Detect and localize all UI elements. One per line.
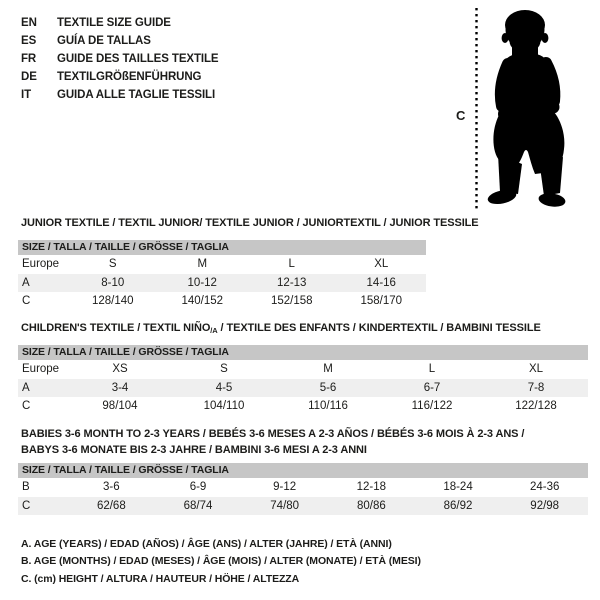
table-row-europe <box>18 360 588 379</box>
age-cell: 24-36 <box>529 481 560 493</box>
height-cell: 80/86 <box>356 499 386 512</box>
age-cell: 4-5 <box>215 381 233 394</box>
age-cell: 5-6 <box>319 381 337 394</box>
size-cell: M <box>197 258 208 270</box>
height-cell: 74/80 <box>270 499 300 512</box>
size-header-bar: SIZE / TALLA / TAILLE / GRÖSSE / TAGLIA <box>18 463 588 478</box>
children-title-post: / TEXTILE DES ENFANTS / KINDERTEXTIL / BAMBINI TESSILE <box>217 322 541 334</box>
age-cell: 18-24 <box>443 481 473 493</box>
row-label: C <box>22 400 31 412</box>
row-label: C <box>22 295 31 307</box>
guide-title-es: GUÍA DE TALLAS <box>57 35 151 47</box>
row-label: C <box>22 499 31 512</box>
legend-line-c: C. (cm) HEIGHT / ALTURA / HAUTEUR / HÖHE / ALTEZZA <box>21 572 300 585</box>
height-cell: 92/98 <box>530 499 560 512</box>
age-cell: 14-16 <box>366 276 396 289</box>
babies-size-table <box>18 463 588 515</box>
size-cell: S <box>108 258 117 270</box>
language-row <box>21 14 219 32</box>
table-row-europe <box>18 255 426 274</box>
baby-height-figure <box>440 0 600 220</box>
age-cell: 6-9 <box>189 481 207 493</box>
size-cell: XL <box>528 363 544 375</box>
baby-silhouette-icon <box>486 10 566 208</box>
language-row <box>21 86 219 104</box>
size-cell: M <box>323 363 333 375</box>
junior-size-table <box>18 240 426 311</box>
children-title-pre: CHILDREN'S TEXTILE / TEXTIL NIÑO <box>21 322 211 334</box>
age-cell: 8-10 <box>101 276 125 289</box>
height-cell: 86/92 <box>443 499 473 512</box>
babies-title-line1: BABIES 3-6 MONTH TO 2-3 YEARS / BEBÉS 3-6 MESES A 2-3 AÑOS / BÉBÉS 3-6 MOIS À 2-3 ANS / <box>21 428 525 440</box>
language-code: EN <box>21 17 37 29</box>
age-cell: 9-12 <box>273 481 297 493</box>
height-cell: 116/122 <box>411 400 453 412</box>
legend-line-a: A. AGE (YEARS) / EDAD (AÑOS) / ÂGE (ANS) / ALTER (JAHRE) / ETÀ (ANNI) <box>21 538 392 550</box>
height-label: C <box>456 108 466 123</box>
babies-title-line2: BABYS 3-6 MONATE BIS 2-3 JAHRE / BAMBINI 3-6 MESI A 2-3 ANNI <box>21 443 367 456</box>
table-row-height-cm <box>18 292 426 311</box>
size-header-bar: SIZE / TALLA / TAILLE / GRÖSSE / TAGLIA <box>18 345 588 360</box>
height-cell: 68/74 <box>183 499 213 512</box>
guide-title-fr: GUIDE DES TAILLES TEXTILE <box>57 53 219 65</box>
babies-table-title <box>21 427 581 458</box>
guide-title-it: GUIDA ALLE TAGLIE TESSILI <box>57 89 216 101</box>
legend-line-b: B. AGE (MONTHS) / EDAD (MESES) / ÂGE (MOIS) / ALTER (MONATE) / ETÀ (MESI) <box>21 555 421 568</box>
height-cell: 62/68 <box>96 499 126 512</box>
language-row <box>21 68 219 86</box>
size-cell: S <box>220 363 228 375</box>
guide-title-de: TEXTILGRÖßENFÜHRUNG <box>57 71 202 83</box>
size-cell: XS <box>112 363 128 375</box>
language-row <box>21 50 219 68</box>
age-cell: 3-4 <box>111 381 129 394</box>
language-title-block <box>21 14 219 104</box>
row-label: A <box>22 276 30 289</box>
size-cell: L <box>288 258 295 270</box>
height-cell: 104/110 <box>203 400 245 412</box>
size-header-bar: SIZE / TALLA / TAILLE / GRÖSSE / TAGLIA <box>18 240 426 255</box>
table-row-height-cm <box>18 497 588 516</box>
row-label: Europe <box>22 363 60 375</box>
row-label: Europe <box>22 258 60 270</box>
height-cell: 140/152 <box>181 295 224 307</box>
height-cell: 98/104 <box>102 400 138 412</box>
children-table-title <box>21 322 541 335</box>
size-cell: L <box>428 363 436 375</box>
height-cell: 158/170 <box>360 295 403 307</box>
table-row-age-years <box>18 274 426 293</box>
row-label: B <box>22 481 30 493</box>
language-code: ES <box>21 35 37 47</box>
size-cell: XL <box>374 258 389 270</box>
measurement-legend <box>21 536 421 588</box>
height-cell: 128/140 <box>91 295 134 307</box>
language-code: DE <box>21 71 37 83</box>
age-cell: 10-12 <box>187 276 217 289</box>
age-cell: 6-7 <box>423 381 441 394</box>
junior-table-title: JUNIOR TEXTILE / TEXTIL JUNIOR/ TEXTILE JUNIOR / JUNIORTEXTIL / JUNIOR TESSILE <box>21 217 479 229</box>
children-size-table <box>18 345 588 416</box>
age-cell: 12-18 <box>356 481 387 493</box>
height-cell: 122/128 <box>515 400 557 412</box>
height-cell: 110/116 <box>308 400 348 412</box>
table-row-age-years <box>18 379 588 398</box>
age-cell: 3-6 <box>103 481 120 493</box>
language-row <box>21 32 219 50</box>
height-cell: 152/158 <box>270 295 313 307</box>
table-row-height-cm <box>18 397 588 416</box>
children-title-sub: /A <box>210 326 218 335</box>
language-code: IT <box>21 89 32 101</box>
table-row-age-months <box>18 478 588 497</box>
guide-title-en: TEXTILE SIZE GUIDE <box>57 17 171 29</box>
language-code: FR <box>21 53 37 65</box>
age-cell: 7-8 <box>527 381 545 394</box>
age-cell: 12-13 <box>277 276 307 289</box>
row-label: A <box>22 381 30 394</box>
